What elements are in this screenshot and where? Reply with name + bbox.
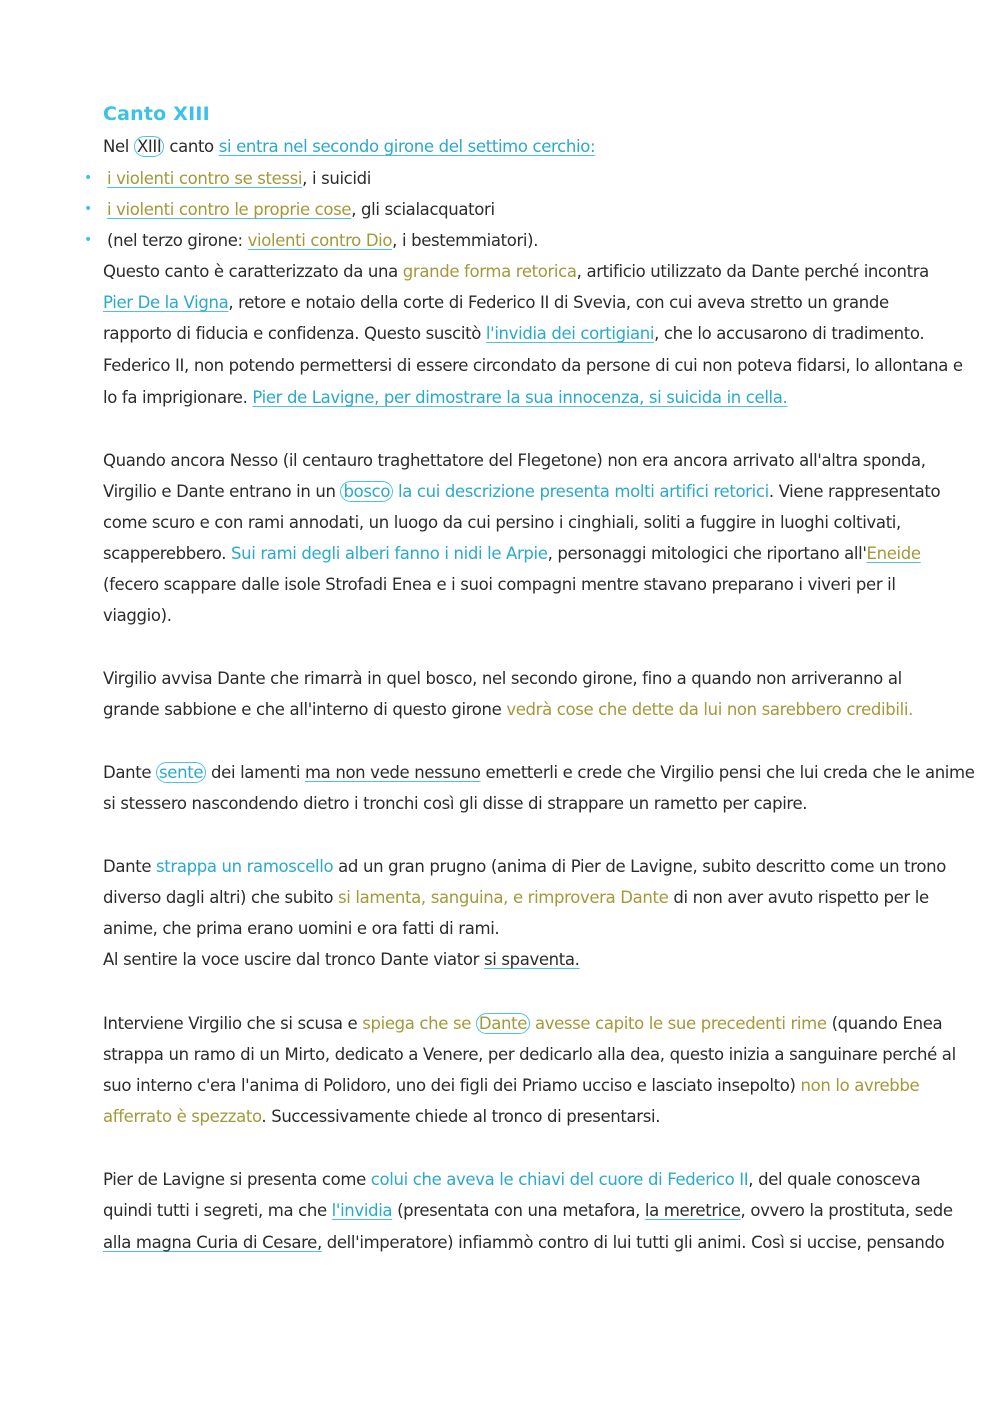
- text: Pier de Lavigne si presenta come: [103, 1170, 371, 1189]
- text: emetterli e crede che Virgilio pensi che lui creda che le anime: [480, 763, 975, 782]
- paragraph-line: [103, 542, 921, 566]
- list-item-highlight: i violenti contro le proprie cose: [107, 200, 352, 219]
- highlight: ma non vede nessuno: [304, 763, 481, 782]
- list-item-text: , i suicidi: [302, 169, 371, 188]
- paragraph-line: viaggio).: [103, 606, 172, 625]
- text: Dante: [103, 857, 157, 876]
- highlight: vedrà cose che dette da lui non sarebbero credibili.: [506, 700, 913, 719]
- intro-text: Nel: [103, 137, 134, 156]
- text: rapporto di fiducia e confidenza. Questo suscitò: [103, 324, 486, 343]
- highlight: alla magna Curia di Cesare,: [103, 1233, 322, 1252]
- paragraph-line: [103, 948, 580, 972]
- paragraph-line: [103, 855, 946, 879]
- paragraph-line: Federico II, non potendo permettersi di essere circondato da persone di cui non poteva fidarsi, lo allontana e: [103, 356, 963, 375]
- list-item: [107, 229, 538, 253]
- paragraph-line: [103, 260, 929, 284]
- highlight: la meretrice: [644, 1201, 741, 1220]
- highlight: Eneide: [866, 544, 921, 563]
- highlight: l'invidia: [331, 1201, 393, 1220]
- highlight: Sui rami degli alberi fanno i nidi le Arpie: [231, 544, 548, 563]
- paragraph-line: si stessero nascondendo dietro i tronchi così gli disse di strappare un rametto per capire.: [103, 794, 808, 813]
- highlight: Pier de Lavigne, per dimostrare la sua innocenza, si suicida in cella.: [252, 388, 788, 407]
- paragraph-line: [103, 1012, 942, 1036]
- bullet-dot: •: [84, 170, 93, 186]
- highlight: grande forma retorica: [402, 262, 577, 281]
- list-item-text: (nel terzo girone:: [107, 231, 248, 250]
- text: . Viene rappresentato: [768, 482, 941, 501]
- highlight: afferrato è spezzato: [103, 1107, 262, 1126]
- list-item: [107, 167, 371, 191]
- highlight: Pier De la Vigna: [103, 293, 229, 312]
- paragraph-line: [103, 322, 924, 346]
- text: , ovvero la prostituta, sede: [740, 1201, 953, 1220]
- paragraph-line: Quando ancora Nesso (il centauro traghettatore del Flegetone) non era ancora arrivato all'altra sponda,: [103, 451, 926, 470]
- text: (presentata con una metafora,: [392, 1201, 645, 1220]
- paragraph-line: [103, 1231, 944, 1255]
- text: scapperebbero.: [103, 544, 232, 563]
- paragraph-line: Virgilio avvisa Dante che rimarrà in quel bosco, nel secondo girone, fino a quando non arriveranno al: [103, 669, 902, 688]
- text: quindi tutti i segreti, ma che: [103, 1201, 332, 1220]
- list-item: [107, 198, 495, 222]
- paragraph-line: [103, 698, 913, 722]
- paragraph-line: strappa un ramo di un Mirto, dedicato a Venere, per dedicarlo alla dea, questo inizia a sanguinare perché al: [103, 1045, 956, 1064]
- paragraph-line: [103, 761, 975, 785]
- text: Virgilio e Dante entrano in un: [103, 482, 341, 501]
- intro-line: [103, 135, 595, 159]
- text: di non aver avuto rispetto per le: [668, 888, 929, 907]
- highlight: l'invidia dei cortigiani: [485, 324, 655, 343]
- paragraph-line: [103, 291, 889, 315]
- text: Interviene Virgilio che si scusa e: [103, 1014, 363, 1033]
- highlight: si spaventa.: [483, 950, 580, 969]
- paragraph-line: [103, 1074, 919, 1098]
- highlight: strappa un ramoscello: [156, 857, 334, 876]
- highlight: spiega che se: [362, 1014, 476, 1033]
- list-item-highlight: i violenti contro se stessi: [107, 169, 303, 188]
- highlight: bosco: [340, 481, 393, 502]
- text: ad un gran prugno (anima di Pier de Lavigne, subito descritto come un trono: [333, 857, 946, 876]
- text: dei lamenti: [206, 763, 305, 782]
- text: Al sentire la voce uscire dal tronco Dante viator: [103, 950, 484, 969]
- paragraph-line: [103, 1105, 660, 1129]
- highlight: Dante: [476, 1013, 530, 1034]
- paragraph-line: anime, che prima erano uomini e ora fatti di rami.: [103, 919, 500, 938]
- text: , retore e notaio della corte di Federico II di Svevia, con cui aveva stretto un grande: [228, 293, 889, 312]
- highlight: colui che aveva le chiavi del cuore di Federico II: [370, 1170, 749, 1189]
- text: suo interno c'era l'anima di Polidoro, uno dei figli dei Priamo ucciso e lasciato insepolto): [103, 1076, 801, 1095]
- intro-text: canto: [164, 137, 219, 156]
- paragraph-line: [103, 886, 929, 910]
- text: , che lo accusarono di tradimento.: [654, 324, 925, 343]
- highlight: non lo avrebbe: [800, 1076, 920, 1095]
- text: Dante: [103, 763, 157, 782]
- text: (quando Enea: [826, 1014, 943, 1033]
- text: dell'imperatore) infiammò contro di lui tutti gli animi. Così si uccise, pensando: [321, 1233, 945, 1252]
- text: diverso dagli altri) che subito: [103, 888, 339, 907]
- list-item-highlight: violenti contro Dio: [247, 231, 393, 250]
- paragraph-line: come scuro e con rami annodati, un luogo da cui persino i cinghiali, soliti a fuggire in luoghi coltivati,: [103, 513, 901, 532]
- text: , artificio utilizzato da Dante perché incontra: [576, 262, 929, 281]
- list-item-text: , i bestemmiatori).: [392, 231, 539, 250]
- page-title: Canto XIII: [103, 103, 210, 125]
- paragraph-line: (fecero scappare dalle isole Strofadi Enea e i suoi compagni mentre stavano preparano i viveri per il: [103, 575, 896, 594]
- text: grande sabbione e che all'interno di questo girone: [103, 700, 507, 719]
- bullet-dot: •: [84, 201, 93, 217]
- text: lo fa imprigionare.: [103, 388, 253, 407]
- highlight: avesse capito le sue precedenti rime: [530, 1014, 827, 1033]
- paragraph-line: [103, 1199, 953, 1223]
- highlight: si lamenta, sanguina, e rimprovera Dante: [338, 888, 669, 907]
- text: , del quale conosceva: [748, 1170, 921, 1189]
- list-item-text: , gli scialacquatori: [351, 200, 495, 219]
- paragraph-line: [103, 386, 787, 410]
- highlight: sente: [156, 762, 206, 783]
- paragraph-line: [103, 1168, 920, 1192]
- paragraph-line: [103, 480, 940, 504]
- intro-highlight: si entra nel secondo girone del settimo cerchio:: [218, 137, 596, 156]
- highlight: la cui descrizione presenta molti artifici retorici: [393, 482, 769, 501]
- bullet-dot: •: [84, 232, 93, 248]
- text: , personaggi mitologici che riportano all': [547, 544, 867, 563]
- canto-number: XIII: [134, 136, 165, 157]
- text: Questo canto è caratterizzato da una: [103, 262, 403, 281]
- text: . Successivamente chiede al tronco di presentarsi.: [261, 1107, 661, 1126]
